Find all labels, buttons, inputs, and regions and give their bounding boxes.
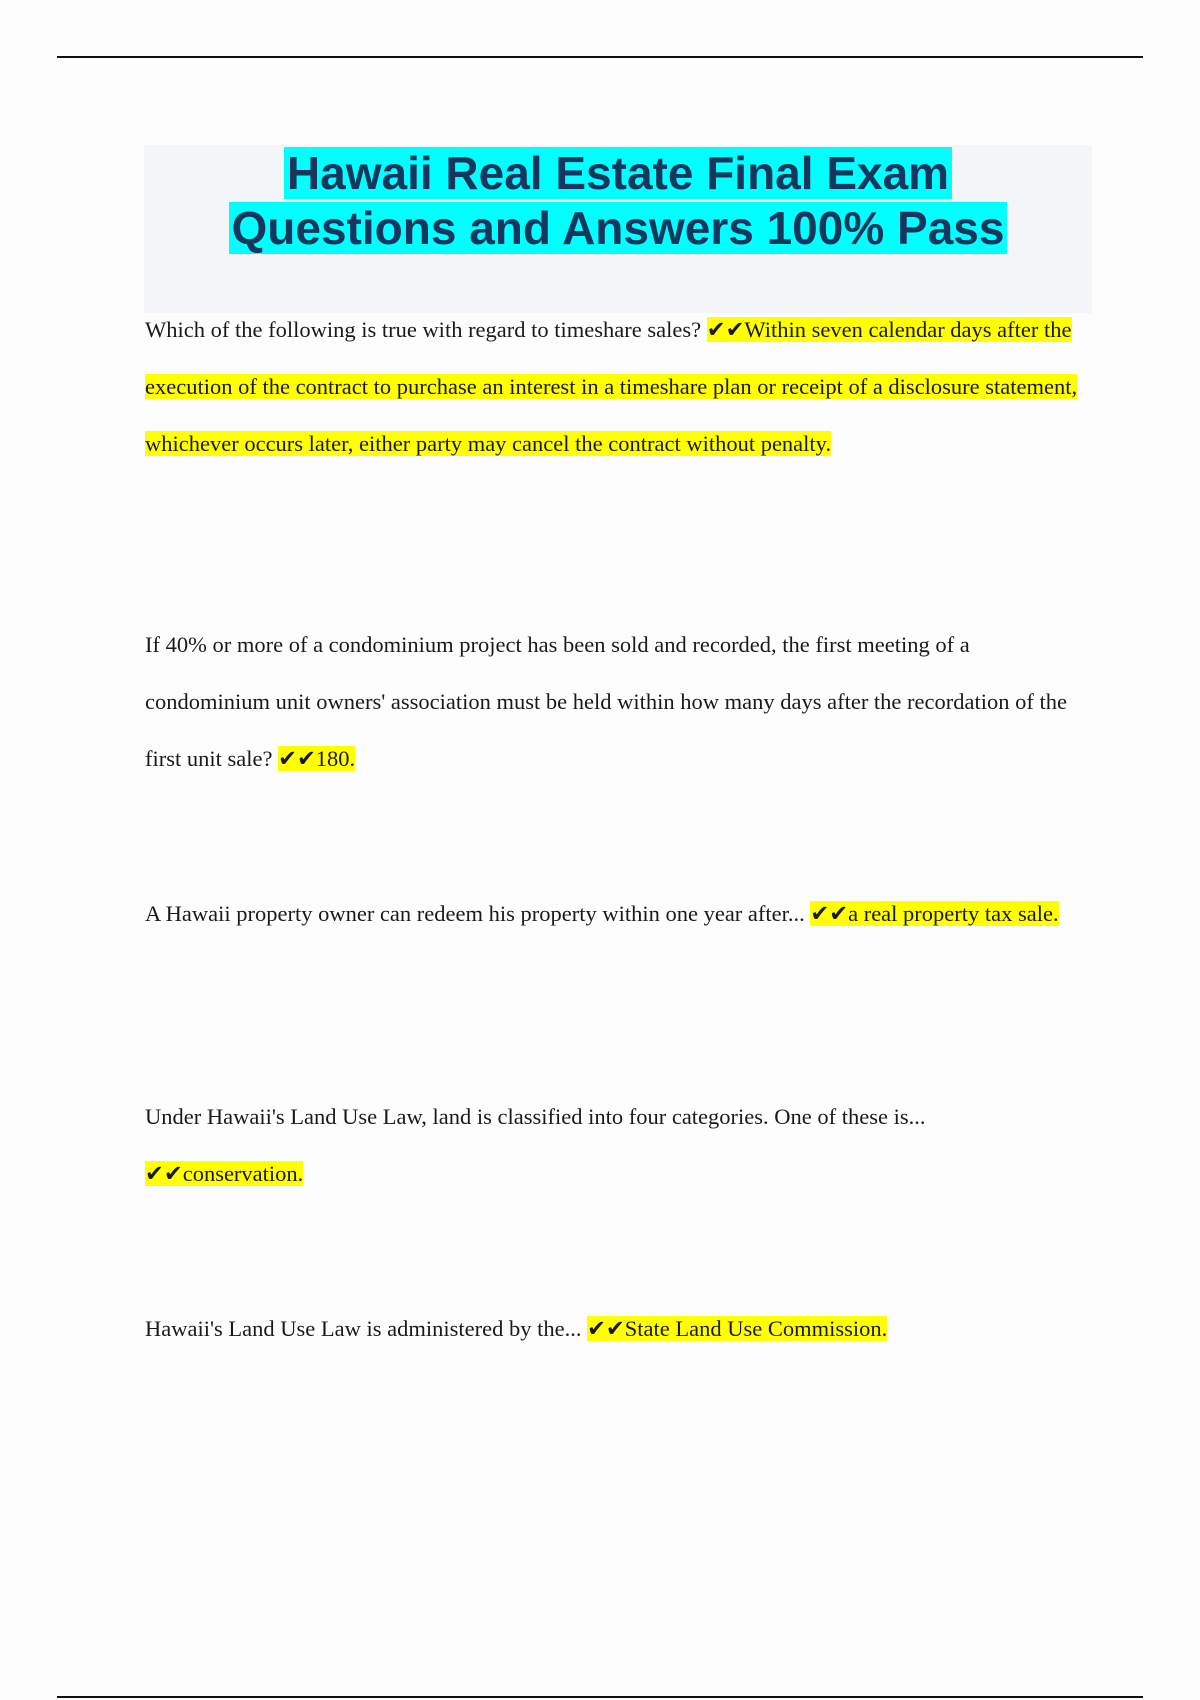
- answer-text: ✔✔a real property tax sale.: [810, 901, 1059, 926]
- answer-text: ✔✔State Land Use Commission.: [587, 1316, 888, 1341]
- qa-item-5: [145, 1300, 1080, 1357]
- qa-item-4: [145, 1088, 1080, 1202]
- question-text: A Hawaii property owner can redeem his property within one year after...: [145, 901, 805, 926]
- bottom-rule: [57, 1696, 1143, 1698]
- qa-item-2: [145, 616, 1080, 787]
- qa-item-1: [145, 301, 1080, 472]
- question-text: If 40% or more of a condominium project has been sold and recorded, the first meeting of a condominium unit owners' association must be held within how many days after the recordation of the first unit sale?: [145, 632, 1067, 771]
- document-title: [144, 146, 1092, 256]
- answer-text: ✔✔Within seven calendar days after the execution of the contract to purchase an interest in a timeshare plan or receipt of a disclosure statement, whichever occurs later, either party may cancel the contract without penalty.: [145, 317, 1078, 456]
- question-text: Which of the following is true with regard to timeshare sales?: [145, 317, 702, 342]
- title-line-1: Hawaii Real Estate Final Exam: [284, 147, 952, 199]
- answer-text: ✔✔conservation.: [145, 1161, 304, 1186]
- top-rule: [57, 56, 1143, 58]
- question-text: Under Hawaii's Land Use Law, land is classified into four categories. One of these is...: [145, 1104, 926, 1129]
- answer-text: ✔✔180.: [278, 746, 356, 771]
- qa-item-3: [145, 885, 1080, 942]
- title-line-2: Questions and Answers 100% Pass: [229, 202, 1008, 254]
- question-text: Hawaii's Land Use Law is administered by the...: [145, 1316, 582, 1341]
